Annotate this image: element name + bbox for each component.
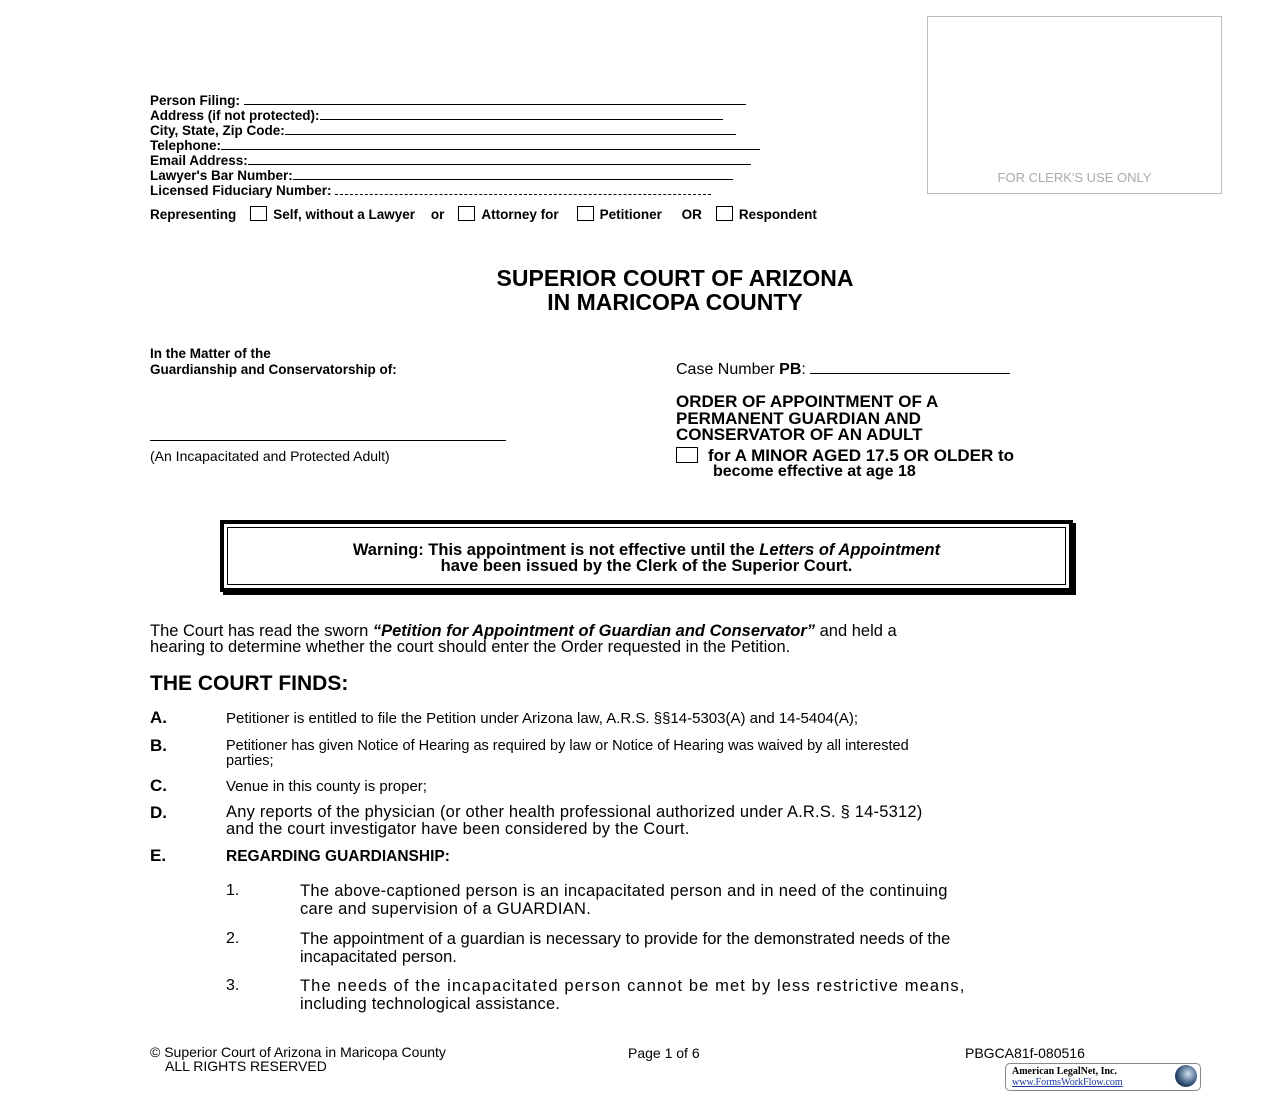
guardianship-item-1: The above-captioned person is an incapacitated person and in need of the continuing care and supervision of a GUARDIAN. bbox=[300, 882, 948, 918]
fiduciary-number-field[interactable] bbox=[335, 184, 711, 195]
case-number-field[interactable] bbox=[810, 363, 1010, 374]
warning-box bbox=[220, 520, 1073, 592]
footer-copyright: © Superior Court of Arizona in Maricopa County ALL RIGHTS RESERVED bbox=[150, 1044, 446, 1074]
item-number: 3. bbox=[226, 977, 240, 994]
address-field[interactable] bbox=[320, 109, 723, 120]
finding-c: Venue in this county is proper; bbox=[226, 778, 427, 795]
party-name-field[interactable] bbox=[150, 440, 506, 441]
order-title: ORDER OF APPOINTMENT OF A PERMANENT GUARDIAN AND CONSERVATOR OF AN ADULT for A MINOR AGED 17.5 OR OLDER to become effective at age 18 bbox=[676, 392, 1015, 480]
petitioner-checkbox[interactable] bbox=[577, 206, 594, 221]
item-number: 2. bbox=[226, 930, 240, 947]
court-finds-heading: THE COURT FINDS: bbox=[150, 672, 349, 695]
finding-b: Petitioner has given Notice of Hearing as required by law or Notice of Hearing was waived by all interested parties; bbox=[226, 738, 909, 769]
globe-icon bbox=[1175, 1065, 1197, 1087]
vendor-logo[interactable]: American LegalNet, Inc. www.FormsWorkFlow.com bbox=[1005, 1063, 1201, 1091]
city-state-zip-field[interactable] bbox=[285, 124, 736, 135]
clerk-use-label: FOR CLERK'S USE ONLY bbox=[997, 170, 1152, 185]
telephone-field[interactable] bbox=[221, 139, 760, 150]
party-description: (An Incapacitated and Protected Adult) bbox=[150, 448, 390, 464]
guardianship-item-3: The needs of the incapacitated person cannot be met by less restrictive means, including technological assistance. bbox=[300, 977, 966, 1013]
bar-number-field[interactable] bbox=[293, 169, 733, 180]
finding-letter: E. bbox=[150, 846, 167, 865]
filer-fields: Person Filing: Address (if not protected): City, State, Zip Code: Telephone: Email Address: Lawyer's Bar Number: Licensed Fiduciary Number: bbox=[150, 93, 760, 198]
finding-letter: B. bbox=[150, 736, 167, 755]
guardianship-item-2: The appointment of a guardian is necessary to provide for the demonstrated needs of the incapacitated person. bbox=[300, 930, 951, 966]
finding-letter: A. bbox=[150, 708, 167, 727]
court-title: SUPERIOR COURT OF ARIZONA IN MARICOPA COUNTY bbox=[496, 265, 854, 315]
attorney-checkbox[interactable] bbox=[458, 206, 475, 221]
finding-letter: D. bbox=[150, 803, 167, 822]
self-checkbox[interactable] bbox=[250, 206, 267, 221]
warning-text: Warning: This appointment is not effective until the Letters of Appointment have been issued by the Clerk of the Superior Court. bbox=[352, 541, 941, 575]
finding-a: Petitioner is entitled to file the Petition under Arizona law, A.R.S. §§14-5303(A) and 14-5404(A); bbox=[226, 710, 859, 727]
respondent-checkbox[interactable] bbox=[716, 206, 733, 221]
item-number: 1. bbox=[226, 882, 240, 899]
guardianship-heading: REGARDING GUARDIANSHIP: bbox=[226, 848, 450, 865]
finding-letter: C. bbox=[150, 776, 167, 795]
matter-caption: In the Matter of the Guardianship and Conservatorship of: bbox=[150, 346, 397, 377]
page-number: Page 1 of 6 bbox=[628, 1045, 700, 1061]
intro-paragraph: The Court has read the sworn “Petition for Appointment of Guardian and Conservator” and held a hearing to determine whether the court should enter the Order requested in the Petition. bbox=[150, 622, 897, 656]
clerk-use-box bbox=[927, 16, 1222, 194]
minor-checkbox[interactable] bbox=[676, 447, 698, 463]
representing-row: Representing Self, without a Lawyer or Attorney for Petitioner OR Respondent bbox=[150, 207, 817, 222]
email-field[interactable] bbox=[248, 154, 751, 165]
finding-d: Any reports of the physician (or other health professional authorized under A.R.S. § 14-5312) and the court investigator have been considered by the Court. bbox=[226, 803, 923, 838]
form-id: PBGCA81f-080516 bbox=[965, 1045, 1085, 1061]
case-number: Case Number PB: bbox=[676, 361, 1010, 378]
person-filing-field[interactable] bbox=[244, 94, 746, 105]
